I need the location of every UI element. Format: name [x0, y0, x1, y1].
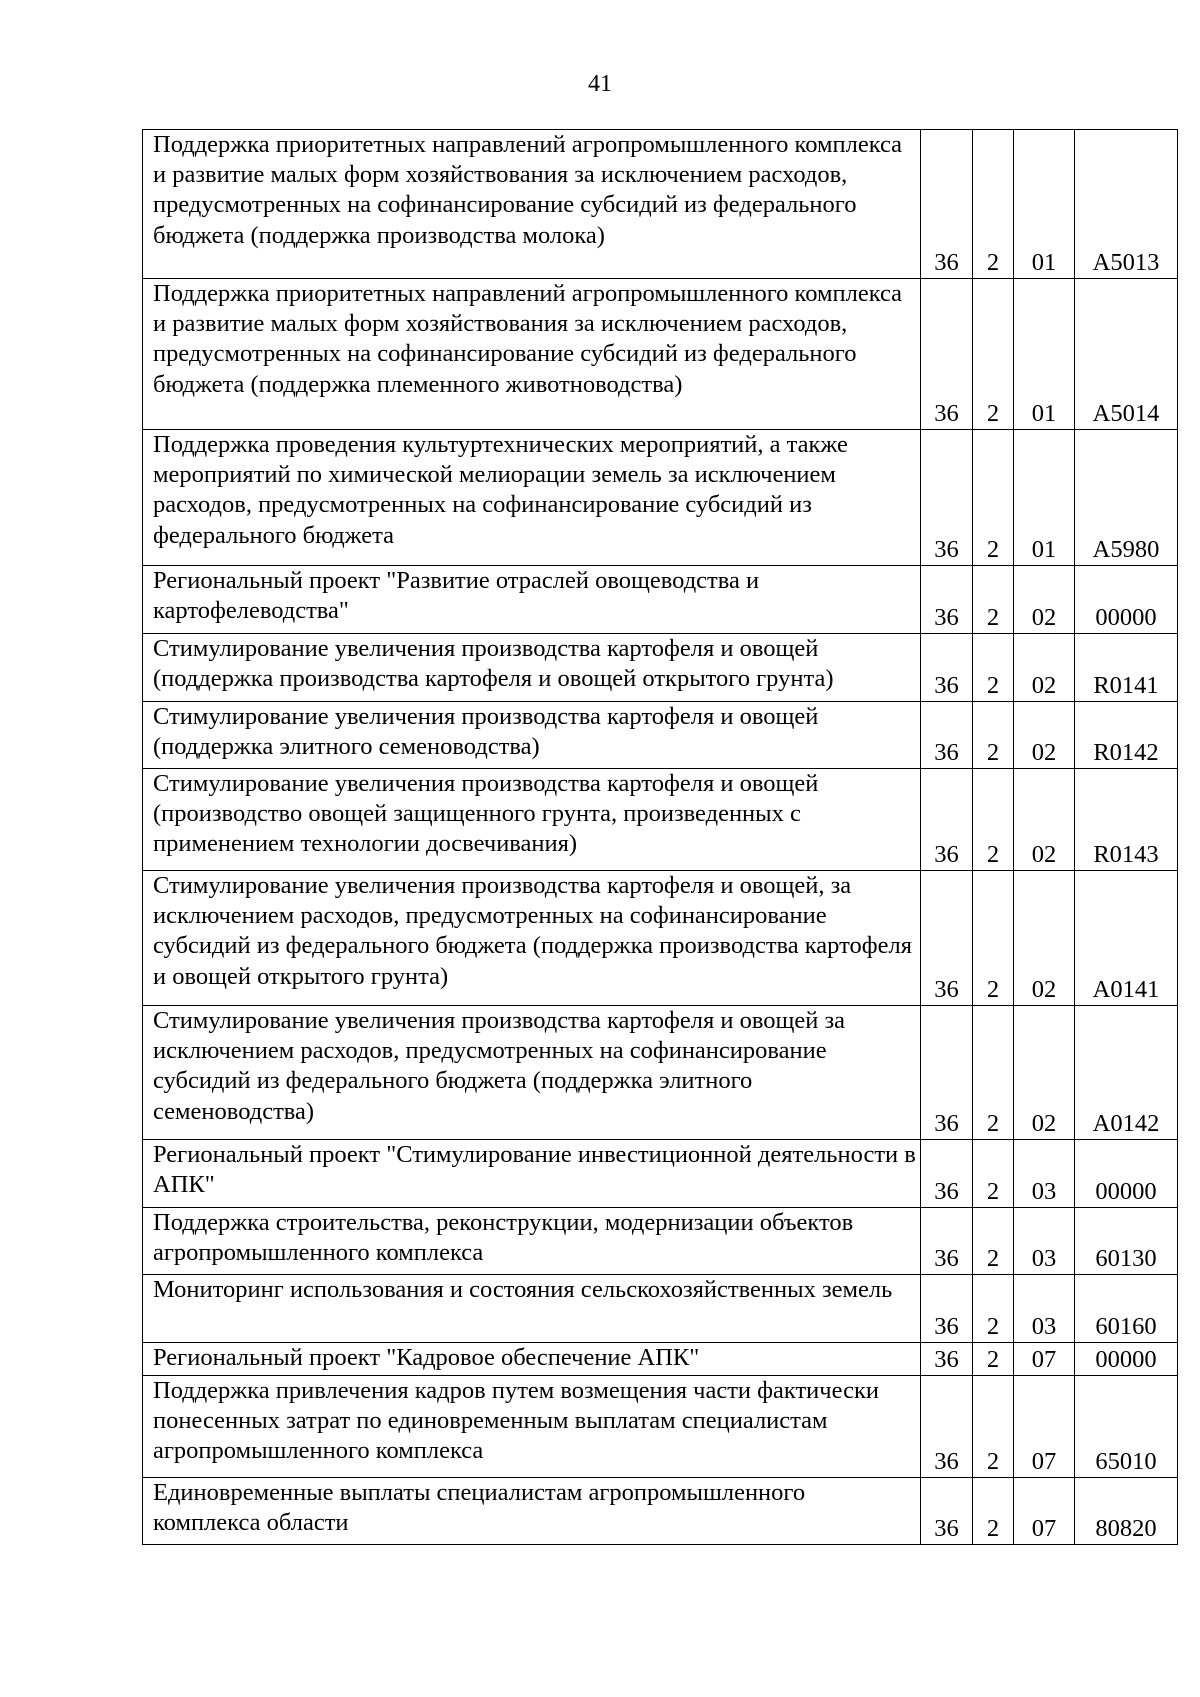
table-row — [143, 430, 1178, 566]
row-name-cell: Региональный проект "Развитие отраслей овощеводства и картофелеводства" — [143, 566, 921, 634]
activity-code-cell: 01 — [1014, 430, 1075, 566]
subprogram-code-cell: 2 — [973, 1006, 1014, 1140]
program-code-cell: 36 — [921, 1478, 973, 1545]
subprogram-code-cell: 2 — [973, 1208, 1014, 1275]
row-name-cell: Стимулирование увеличения производства картофеля и овощей, за исключением расходов, предусмотренных на софинансирование субсидий из федерального бюджета (поддержка производства картофеля и овощей открытого грунта) — [143, 871, 921, 1006]
activity-code-cell: 02 — [1014, 702, 1075, 769]
activity-code-cell: 01 — [1014, 279, 1075, 430]
direction-code-cell: 60160 — [1075, 1275, 1178, 1343]
subprogram-code-cell: 2 — [973, 1478, 1014, 1545]
direction-code-cell: 00000 — [1075, 566, 1178, 634]
program-code-cell: 36 — [921, 769, 973, 871]
row-name-cell: Мониторинг использования и состояния сельскохозяйственных земель — [143, 1275, 921, 1343]
row-name-cell: Поддержка приоритетных направлений агропромышленного комплекса и развитие малых форм хозяйствования за исключением расходов, предусмотренных на софинансирование субсидий из федерального бюджета (поддержка производства молока) — [143, 130, 921, 279]
activity-code-cell: 07 — [1014, 1478, 1075, 1545]
program-code-cell: 36 — [921, 871, 973, 1006]
table-row — [143, 566, 1178, 634]
activity-code-cell: 07 — [1014, 1343, 1075, 1376]
direction-code-cell: 60130 — [1075, 1208, 1178, 1275]
row-name-cell: Региональный проект "Кадровое обеспечение АПК" — [143, 1343, 921, 1376]
subprogram-code-cell: 2 — [973, 1343, 1014, 1376]
row-name-cell: Стимулирование увеличения производства картофеля и овощей (производство овощей защищенного грунта, произведенных с применением технологии досвечивания) — [143, 769, 921, 871]
subprogram-code-cell: 2 — [973, 634, 1014, 702]
activity-code-cell: 07 — [1014, 1376, 1075, 1478]
direction-code-cell: 80820 — [1075, 1478, 1178, 1545]
subprogram-code-cell: 2 — [973, 566, 1014, 634]
activity-code-cell: 02 — [1014, 769, 1075, 871]
direction-code-cell: А5013 — [1075, 130, 1178, 279]
program-code-cell: 36 — [921, 702, 973, 769]
subprogram-code-cell: 2 — [973, 430, 1014, 566]
row-name-cell: Поддержка проведения культуртехнических мероприятий, а также мероприятий по химической мелиорации земель за исключением расходов, предусмотренных на софинансирование субсидий из федерального бюджета — [143, 430, 921, 566]
subprogram-code-cell: 2 — [973, 702, 1014, 769]
direction-code-cell: R0143 — [1075, 769, 1178, 871]
subprogram-code-cell: 2 — [973, 130, 1014, 279]
direction-code-cell: R0141 — [1075, 634, 1178, 702]
table-row — [143, 1343, 1178, 1376]
subprogram-code-cell: 2 — [973, 1376, 1014, 1478]
table-row — [143, 1478, 1178, 1545]
direction-code-cell: А0142 — [1075, 1006, 1178, 1140]
activity-code-cell: 03 — [1014, 1140, 1075, 1208]
direction-code-cell: А0141 — [1075, 871, 1178, 1006]
budget-classification-table — [142, 129, 1178, 1545]
row-name-cell: Единовременные выплаты специалистам агропромышленного комплекса области — [143, 1478, 921, 1545]
row-name-cell: Поддержка строительства, реконструкции, модернизации объектов агропромышленного комплекса — [143, 1208, 921, 1275]
direction-code-cell: А5014 — [1075, 279, 1178, 430]
row-name-cell: Стимулирование увеличения производства картофеля и овощей (поддержка элитного семеноводства) — [143, 702, 921, 769]
table-row — [143, 634, 1178, 702]
program-code-cell: 36 — [921, 566, 973, 634]
activity-code-cell: 01 — [1014, 130, 1075, 279]
program-code-cell: 36 — [921, 1208, 973, 1275]
row-name-cell: Поддержка приоритетных направлений агропромышленного комплекса и развитие малых форм хозяйствования за исключением расходов, предусмотренных на софинансирование субсидий из федерального бюджета (поддержка племенного животноводства) — [143, 279, 921, 430]
program-code-cell: 36 — [921, 279, 973, 430]
subprogram-code-cell: 2 — [973, 1275, 1014, 1343]
program-code-cell: 36 — [921, 1343, 973, 1376]
table-row — [143, 1006, 1178, 1140]
table-row — [143, 1140, 1178, 1208]
table-row — [143, 702, 1178, 769]
direction-code-cell: 65010 — [1075, 1376, 1178, 1478]
activity-code-cell: 02 — [1014, 634, 1075, 702]
table-row — [143, 1275, 1178, 1343]
direction-code-cell: А5980 — [1075, 430, 1178, 566]
program-code-cell: 36 — [921, 1376, 973, 1478]
table-row — [143, 279, 1178, 430]
subprogram-code-cell: 2 — [973, 1140, 1014, 1208]
subprogram-code-cell: 2 — [973, 769, 1014, 871]
page-number: 41 — [588, 71, 612, 97]
direction-code-cell: 00000 — [1075, 1343, 1178, 1376]
row-name-cell: Стимулирование увеличения производства картофеля и овощей (поддержка производства картофеля и овощей открытого грунта) — [143, 634, 921, 702]
row-name-cell: Поддержка привлечения кадров путем возмещения части фактически понесенных затрат по единовременным выплатам специалистам агропромышленного комплекса — [143, 1376, 921, 1478]
activity-code-cell: 02 — [1014, 566, 1075, 634]
direction-code-cell: 00000 — [1075, 1140, 1178, 1208]
program-code-cell: 36 — [921, 634, 973, 702]
activity-code-cell: 03 — [1014, 1275, 1075, 1343]
subprogram-code-cell: 2 — [973, 871, 1014, 1006]
program-code-cell: 36 — [921, 430, 973, 566]
program-code-cell: 36 — [921, 1275, 973, 1343]
table-row — [143, 871, 1178, 1006]
activity-code-cell: 03 — [1014, 1208, 1075, 1275]
activity-code-cell: 02 — [1014, 871, 1075, 1006]
program-code-cell: 36 — [921, 1006, 973, 1140]
subprogram-code-cell: 2 — [973, 279, 1014, 430]
table-row — [143, 769, 1178, 871]
row-name-cell: Региональный проект "Стимулирование инвестиционной деятельности в АПК" — [143, 1140, 921, 1208]
table-row — [143, 1376, 1178, 1478]
direction-code-cell: R0142 — [1075, 702, 1178, 769]
table-row — [143, 130, 1178, 279]
program-code-cell: 36 — [921, 1140, 973, 1208]
activity-code-cell: 02 — [1014, 1006, 1075, 1140]
program-code-cell: 36 — [921, 130, 973, 279]
row-name-cell: Стимулирование увеличения производства картофеля и овощей за исключением расходов, предусмотренных на софинансирование субсидий из федерального бюджета (поддержка элитного семеноводства) — [143, 1006, 921, 1140]
table-row — [143, 1208, 1178, 1275]
